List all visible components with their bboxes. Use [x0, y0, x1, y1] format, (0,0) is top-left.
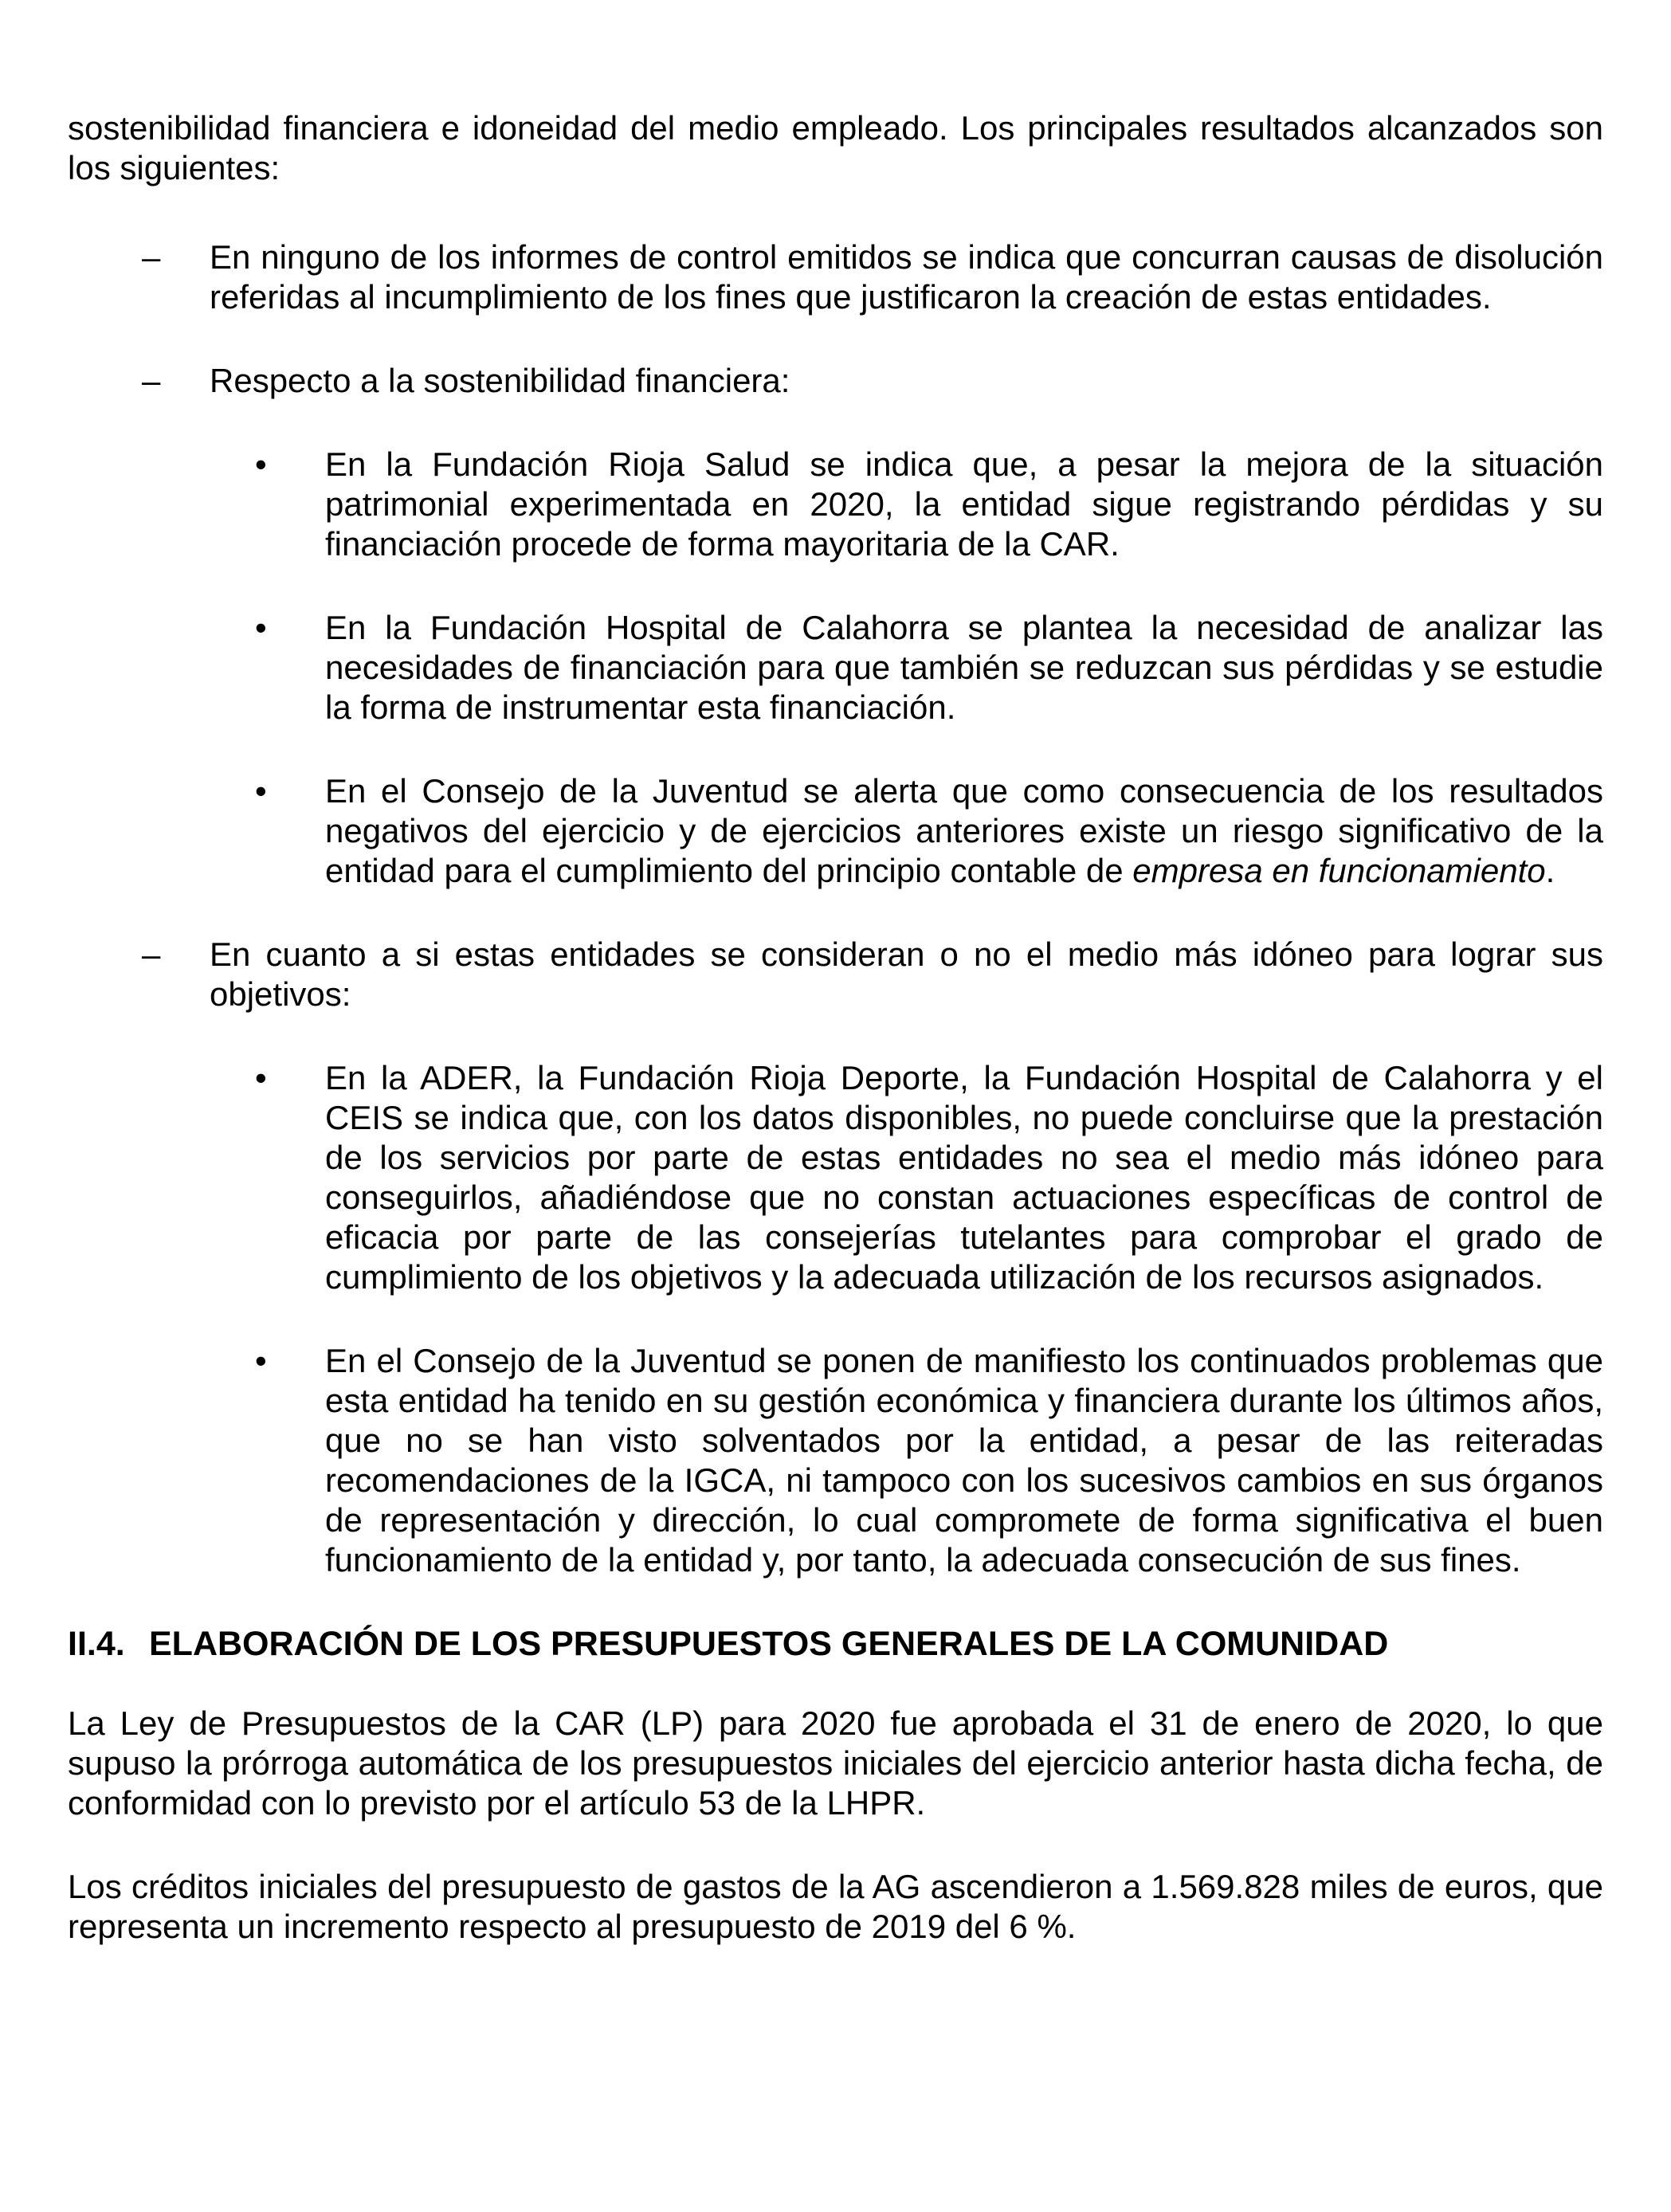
- dash-marker: –: [142, 238, 161, 276]
- list-item: [68, 771, 1603, 891]
- list-item: [68, 445, 1603, 564]
- list-item-text: Respecto a la sostenibilidad financiera:: [210, 362, 790, 399]
- list-item-text: En la Fundación Hospital de Calahorra se plantea la necesidad de analizar las necesidades de financiación para que también se reduzcan sus pérdidas y se estudie la forma de instrumentar esta financiación.: [325, 609, 1603, 726]
- list-item: [68, 935, 1603, 1014]
- section-heading: [68, 1624, 1603, 1664]
- body-paragraph: La Ley de Presupuestos de la CAR (LP) para 2020 fue aprobada el 31 de enero de 2020, lo que supuso la prórroga automática de los presupuestos iniciales del ejercicio anterior hasta dicha fecha, de conformidad con lo previsto por el artículo 53 de la LHPR.: [68, 1704, 1603, 1822]
- list-item: [68, 1341, 1603, 1580]
- list-item-text: En la ADER, la Fundación Rioja Deporte, la Fundación Hospital de Calahorra y el CEIS se indica que, con los datos disponibles, no puede concluirse que la prestación de los servicios por parte de estas entidades no sea el medio más idóneo para conseguirlos, añadiéndose que no constan actuaciones específicas de control de eficacia por parte de las consejerías tutelantes para comprobar el grado de cumplimiento de los objetivos y la adecuada utilización de los recursos asignados.: [325, 1059, 1603, 1296]
- bullet-marker: •: [255, 772, 267, 810]
- list-item: [68, 361, 1603, 401]
- bullet-marker: •: [255, 609, 267, 646]
- list-item: [68, 608, 1603, 728]
- list-item-text: En el Consejo de la Juventud se ponen de manifiesto los continuados problemas que esta entidad ha tenido en su gestión económica y financiera durante los últimos años, que no se han visto solventados por la entidad, a pesar de las reiteradas recomendaciones de la IGCA, ni tampoco con los sucesivos cambios en sus órganos de representación y dirección, lo cual compromete de forma significativa el buen funcionamiento de la entidad y, por tanto, la adecuada consecución de sus fines.: [325, 1342, 1603, 1579]
- bullet-marker: •: [255, 445, 267, 483]
- list-item: [68, 1058, 1603, 1297]
- bullet-marker: •: [255, 1059, 267, 1096]
- body-paragraph: Los créditos iniciales del presupuesto de gastos de la AG ascendieron a 1.569.828 miles de euros, que representa un incremento respecto al presupuesto de 2019 del 6 %.: [68, 1868, 1603, 1945]
- section-number: II.4.: [68, 1625, 125, 1663]
- bullet-marker: •: [255, 1342, 267, 1379]
- section-title: ELABORACIÓN DE LOS PRESUPUESTOS GENERALES DE LA COMUNIDAD: [149, 1625, 1389, 1663]
- dash-marker: –: [142, 935, 161, 973]
- list-item-text: En la Fundación Rioja Salud se indica que, a pesar la mejora de la situación patrimonial experimentada en 2020, la entidad sigue registrando pérdidas y su financiación procede de forma mayoritaria de la CAR.: [325, 445, 1603, 563]
- list-item-text: En el Consejo de la Juventud se alerta que como consecuencia de los resultados negativos del ejercicio y de ejercicios anteriores existe un riesgo significativo de la entidad para el cumplimiento del principio contable de: [325, 772, 1603, 889]
- list-item-text: .: [1545, 852, 1555, 889]
- list-item-text: En cuanto a si estas entidades se consideran o no el medio más idóneo para lograr sus objetivos:: [210, 935, 1603, 1013]
- list-item-text-italic: empresa en funcionamiento: [1132, 852, 1546, 889]
- dash-marker: –: [142, 362, 161, 399]
- list-item: [68, 237, 1603, 317]
- list-item-text: En ninguno de los informes de control emitidos se indica que concurran causas de disolución referidas al incumplimiento de los fines que justificaron la creación de estas entidades.: [210, 238, 1603, 316]
- intro-paragraph: sostenibilidad financiera e idoneidad del medio empleado. Los principales resultados alcanzados son los siguientes:: [68, 109, 1603, 186]
